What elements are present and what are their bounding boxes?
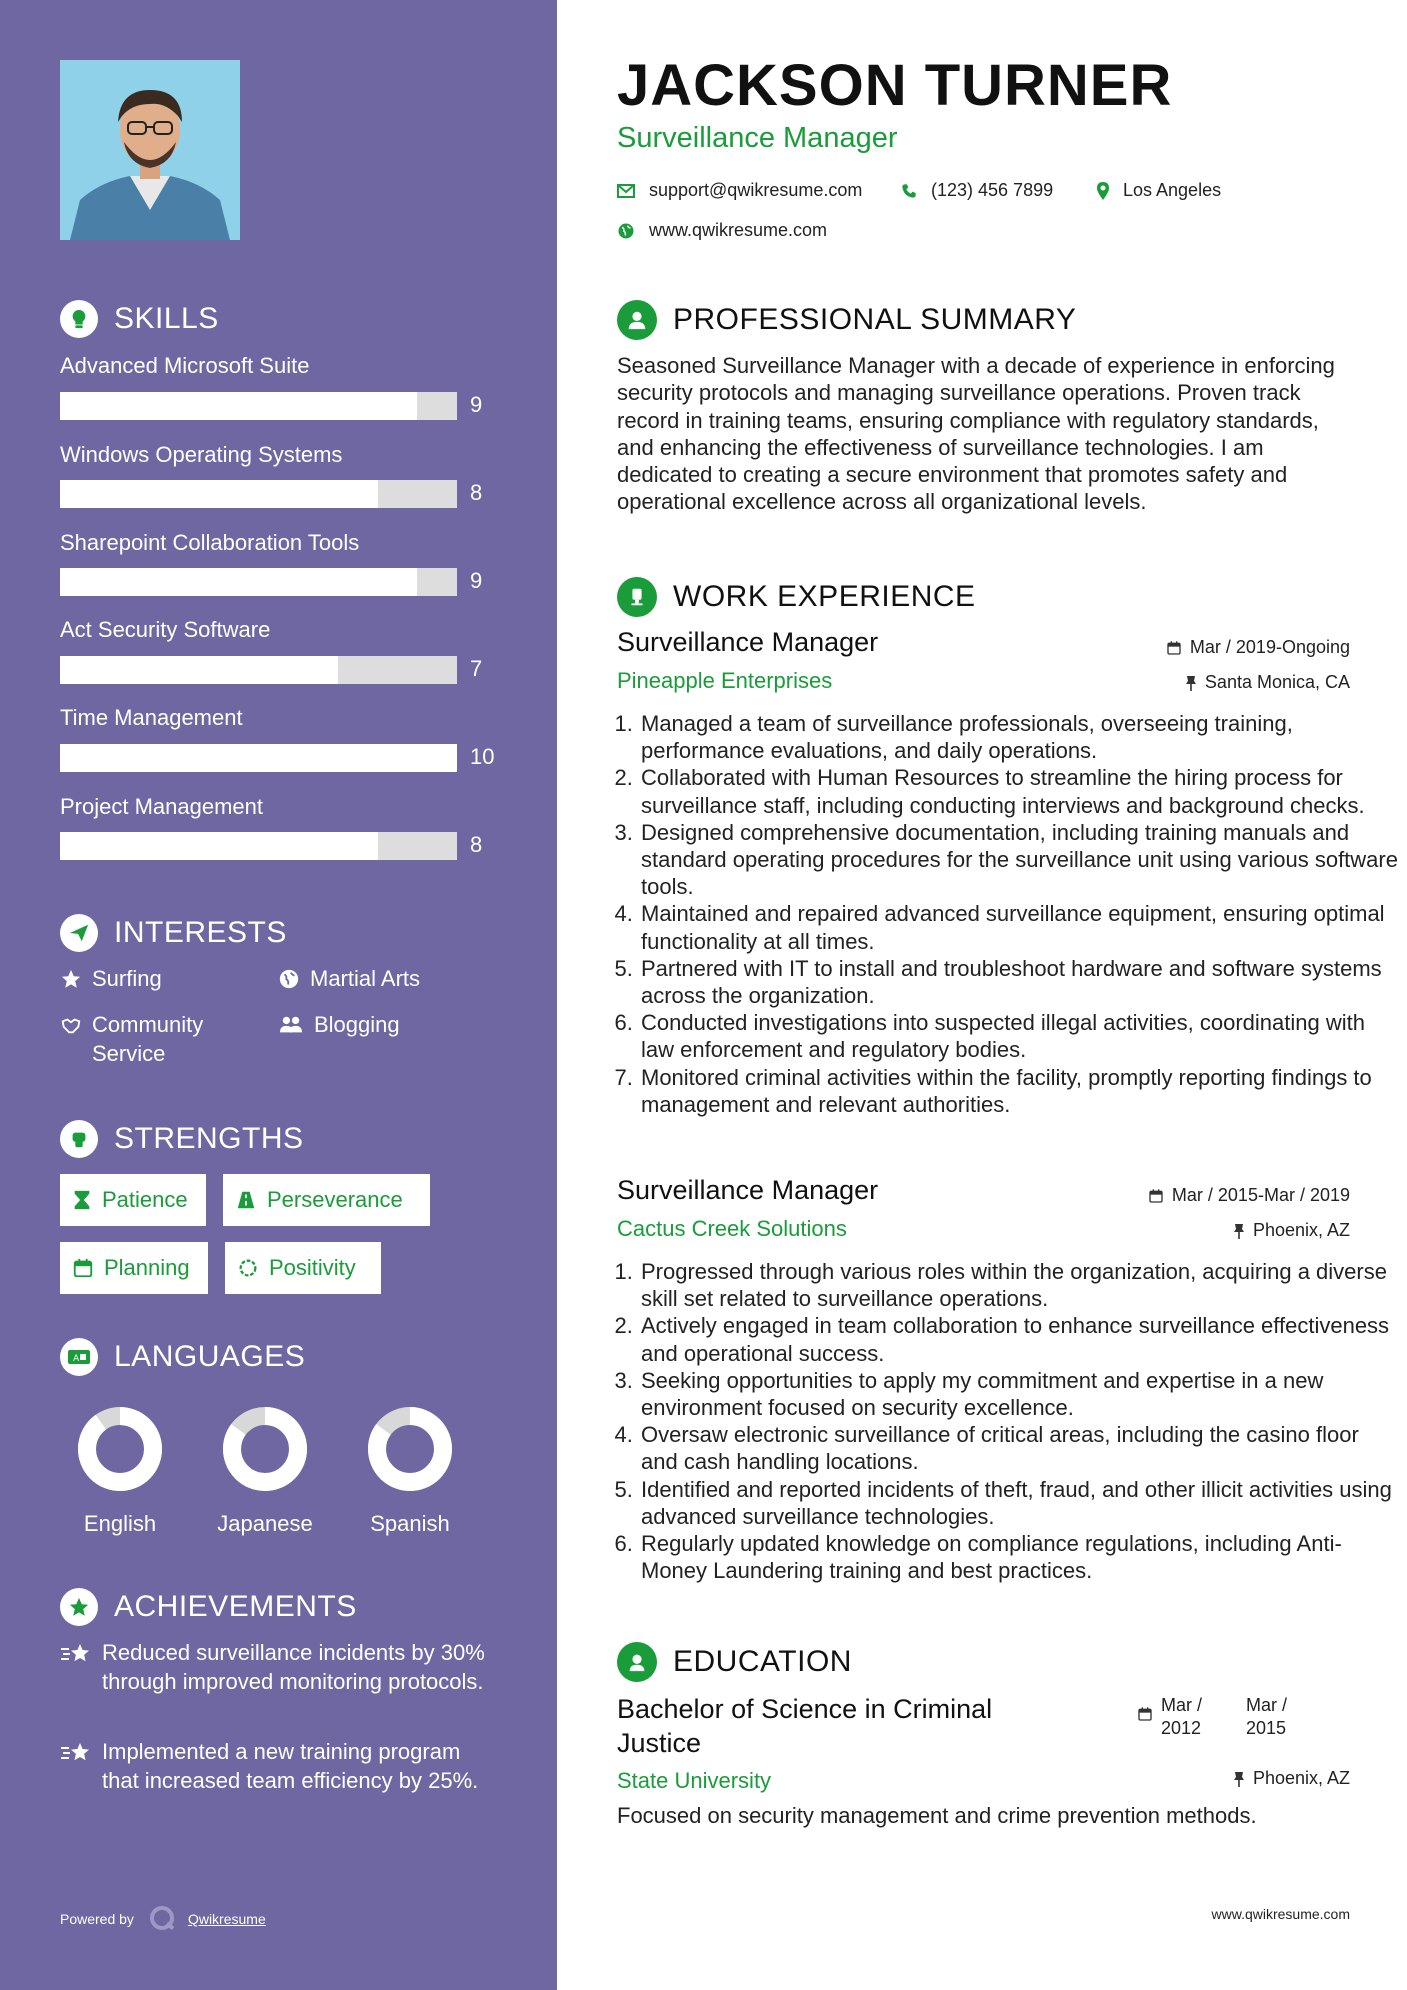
- achievement-text: Reduced surveillance incidents by 30% through improved monitoring protocols.: [102, 1640, 485, 1694]
- envelope-icon: [617, 184, 635, 198]
- users-icon: [278, 1014, 304, 1036]
- skill-name: Time Management: [60, 705, 243, 730]
- fist-icon: [60, 1120, 98, 1158]
- degree-line: Bachelor of Science in Criminal: [617, 1694, 993, 1724]
- skill-name: Project Management: [60, 794, 263, 819]
- website-text[interactable]: www.qwikresume.com: [649, 220, 828, 240]
- interest-label: Martial Arts: [310, 966, 421, 991]
- duty-item: 5. Partnered with IT to install and troubleshoot hardware and software systems across the organization.: [639, 955, 1399, 1009]
- language-item: [205, 1404, 325, 1537]
- skill-bar-fill: [60, 480, 378, 508]
- language-ring: [220, 1404, 310, 1494]
- job-title: Surveillance Manager: [617, 627, 879, 657]
- skill-bar: [60, 568, 457, 596]
- pushpin-icon: [1185, 675, 1197, 691]
- job-location: [1233, 1220, 1350, 1241]
- duty-item: 1. Managed a team of surveillance professionals, overseeing training, performance evaluations, and daily operations.: [639, 710, 1399, 764]
- job-location-text: Phoenix, AZ: [1252, 1220, 1350, 1240]
- skill-name: Windows Operating Systems: [60, 442, 343, 467]
- job-title: Surveillance Manager: [617, 1175, 879, 1205]
- sidebar: [0, 0, 557, 1990]
- calendar-icon: [1148, 1188, 1164, 1204]
- skill-bar-fill: [60, 832, 378, 860]
- duty-item: 5. Identified and reported incidents of theft, fraud, and other illicit activities using advanced surveillance technologies.: [639, 1476, 1399, 1530]
- duty-item: 4. Maintained and repaired advanced surveillance equipment, ensuring optimal functionality at all times.: [639, 900, 1399, 954]
- job-location-text: Santa Monica, CA: [1204, 672, 1350, 692]
- globe-icon: [278, 968, 300, 990]
- school-name: State University: [617, 1768, 772, 1793]
- language-label: Spanish: [370, 1511, 450, 1536]
- qwikresume-logo-icon: [148, 1904, 178, 1934]
- education-end-month: Mar /: [1246, 1695, 1288, 1715]
- website-contact: [617, 220, 827, 241]
- experience-heading: [617, 577, 976, 617]
- strength-badge: [60, 1174, 206, 1226]
- qwikresume-link[interactable]: Qwikresume: [187, 1911, 266, 1927]
- interest-label: Blogging: [314, 1012, 400, 1037]
- powered-by: [60, 1904, 266, 1934]
- user-icon: [617, 300, 657, 340]
- svg-text:A: A: [73, 1354, 80, 1364]
- achievement-item: [60, 1737, 500, 1795]
- education-title: EDUCATION: [673, 1645, 852, 1678]
- pushpin-icon: [1233, 1771, 1245, 1787]
- skills-title: SKILLS: [114, 302, 219, 335]
- job-duties: [617, 710, 1399, 1118]
- education-dates: [1137, 1694, 1287, 1740]
- job-dates-text: Mar / 2015-Mar / 2019: [1171, 1185, 1350, 1205]
- language-ring-arc: [87, 1416, 153, 1482]
- language-item: [60, 1404, 180, 1537]
- strength-badge: [60, 1242, 208, 1294]
- duty-item: 2. Actively engaged in team collaboration to enhance surveillance effectiveness and operational success.: [639, 1312, 1399, 1366]
- sun-icon: [237, 1257, 259, 1279]
- languages-title: LANGUAGES: [114, 1340, 306, 1373]
- pushpin-icon: [1233, 1223, 1245, 1239]
- star-icon: [60, 968, 82, 990]
- duty-item: 1. Progressed through various roles within the organization, acquiring a diverse skill set related to surveillance operations.: [639, 1258, 1399, 1312]
- skill-bar: [60, 744, 457, 772]
- education-location-text: Phoenix, AZ: [1252, 1768, 1350, 1788]
- calendar-icon: [72, 1257, 94, 1279]
- education-start-year: 2012: [1161, 1718, 1202, 1738]
- hourglass-icon: [72, 1189, 92, 1211]
- phone-contact: [901, 180, 1053, 201]
- strengths-heading: [60, 1120, 304, 1158]
- lightbulb-icon: [60, 300, 98, 338]
- email-contact: [617, 180, 862, 201]
- duty-item: 3. Designed comprehensive documentation, including training manuals and standard operating procedures for the surveillance unit using various software tools.: [639, 819, 1399, 901]
- strength-badge: [223, 1174, 430, 1226]
- paper-plane-icon: [60, 914, 98, 952]
- skill-bar: [60, 832, 457, 860]
- skill-bar: [60, 480, 457, 508]
- interest-item: [278, 964, 420, 993]
- language-ring: [75, 1404, 165, 1494]
- education-end-year: 2015: [1246, 1718, 1287, 1738]
- skill-bar-fill: [60, 744, 457, 772]
- globe-icon: [617, 222, 635, 240]
- education-heading: [617, 1642, 852, 1682]
- footer-website[interactable]: www.qwikresume.com: [1211, 1906, 1350, 1922]
- email-text[interactable]: support@qwikresume.com: [649, 180, 863, 200]
- strengths-title: STRENGTHS: [114, 1122, 304, 1155]
- language-ring: [365, 1404, 455, 1494]
- summary-title: PROFESSIONAL SUMMARY: [673, 303, 1077, 336]
- skill-value: 9: [470, 392, 483, 417]
- degree-line: Justice: [617, 1728, 702, 1758]
- location-text: Los Angeles: [1123, 180, 1222, 200]
- achievement-item: [60, 1638, 500, 1696]
- company-name: Cactus Creek Solutions: [617, 1216, 847, 1241]
- skill-name: Act Security Software: [60, 617, 271, 642]
- skill-value: 8: [470, 832, 483, 857]
- education-start-month: Mar /: [1161, 1695, 1203, 1715]
- graduation-icon: [617, 1642, 657, 1682]
- phone-icon: [901, 183, 917, 199]
- job-duties: [617, 1258, 1399, 1584]
- interest-label: Surfing: [92, 966, 162, 991]
- interest-item: [60, 1010, 250, 1068]
- skill-bar-fill: [60, 656, 338, 684]
- language-label: Japanese: [217, 1511, 313, 1536]
- job-dates: [1166, 637, 1350, 658]
- language-label: English: [83, 1511, 157, 1536]
- strength-label: Planning: [104, 1255, 190, 1280]
- job-dates: [1148, 1185, 1350, 1206]
- skill-bar-fill: [60, 568, 417, 596]
- interest-item: [60, 964, 162, 993]
- calendar-icon: [1137, 1706, 1153, 1722]
- skill-name: Sharepoint Collaboration Tools: [60, 530, 360, 555]
- briefcase-icon: [617, 577, 657, 617]
- interest-label: Community Service: [92, 1012, 204, 1066]
- skill-value: 10: [470, 744, 495, 769]
- language-item: [350, 1404, 470, 1537]
- skill-name: Advanced Microsoft Suite: [60, 353, 310, 378]
- achievements-heading: [60, 1588, 357, 1626]
- duty-item: 6. Regularly updated knowledge on compliance regulations, including Anti-Money Laundering training and best practices.: [639, 1530, 1399, 1584]
- education-location: [1233, 1768, 1350, 1789]
- strength-label: Positivity: [269, 1255, 356, 1280]
- summary-heading: [617, 300, 1076, 340]
- phone-text[interactable]: (123) 456 7899: [931, 180, 1054, 200]
- strength-badge: [225, 1242, 381, 1294]
- summary-text: Seasoned Surveillance Manager with a decade of experience in enforcing security protocols and managing surveillance operations. Proven track record in training teams, ensuring compliance with regulatory standards, and enhancing the effectiveness of surveillance technologies. I am dedicated to creating a secure environment that promotes safety and operational excellence across all organizational levels.: [617, 353, 1335, 515]
- degree-title: [617, 1692, 992, 1760]
- skills-heading: [60, 300, 219, 338]
- job-dates-text: Mar / 2019-Ongoing: [1189, 637, 1350, 657]
- skill-value: 7: [470, 656, 483, 681]
- company-name: Pineapple Enterprises: [617, 668, 833, 693]
- interests-heading: [60, 914, 287, 952]
- skill-bar: [60, 656, 457, 684]
- skill-bar: [60, 392, 457, 420]
- powered-by-label: Powered by: [60, 1911, 134, 1927]
- handshake-icon: [60, 1014, 82, 1036]
- calendar-icon: [1166, 640, 1182, 656]
- main-content: [557, 0, 1407, 1990]
- duty-item: 6. Conducted investigations into suspected illegal activities, coordinating with law enforcement and regulatory bodies.: [639, 1009, 1399, 1063]
- duty-item: 2. Collaborated with Human Resources to streamline the hiring process for surveillance staff, including conducting interviews and background checks.: [639, 764, 1399, 818]
- strength-label: Perseverance: [267, 1187, 403, 1212]
- shooting-star-icon: [60, 1741, 92, 1765]
- duty-item: 4. Oversaw electronic surveillance of critical areas, including the casino floor and cash handling locations.: [639, 1421, 1399, 1475]
- road-icon: [235, 1189, 257, 1211]
- map-pin-icon: [1097, 182, 1109, 200]
- interest-item: [278, 1010, 400, 1039]
- job-location: [1185, 672, 1350, 693]
- skill-bar-fill: [60, 392, 417, 420]
- achievement-text: Implemented a new training program that increased team efficiency by 25%.: [102, 1739, 479, 1793]
- strength-label: Patience: [102, 1187, 188, 1212]
- education-start: [1161, 1694, 1202, 1740]
- education-description: Focused on security management and crime prevention methods.: [617, 1803, 1257, 1828]
- profile-photo: [60, 60, 240, 240]
- education-end: [1246, 1694, 1287, 1740]
- candidate-name: JACKSON TURNER: [617, 53, 1173, 118]
- duty-item: 7. Monitored criminal activities within the facility, promptly reporting findings to management and relevant authorities.: [639, 1064, 1399, 1118]
- shooting-star-icon: [60, 1642, 92, 1666]
- interests-title: INTERESTS: [114, 916, 287, 949]
- language-icon: [60, 1338, 98, 1376]
- star-badge-icon: [60, 1588, 98, 1626]
- languages-heading: [60, 1338, 305, 1376]
- achievements-title: ACHIEVEMENTS: [114, 1590, 357, 1623]
- skill-value: 9: [470, 568, 483, 593]
- duty-item: 3. Seeking opportunities to apply my commitment and expertise in a new environment focused on security excellence.: [639, 1367, 1399, 1421]
- skill-value: 8: [470, 480, 483, 505]
- experience-title: WORK EXPERIENCE: [673, 580, 976, 613]
- candidate-role: Surveillance Manager: [617, 122, 898, 154]
- location-contact: [1097, 180, 1221, 201]
